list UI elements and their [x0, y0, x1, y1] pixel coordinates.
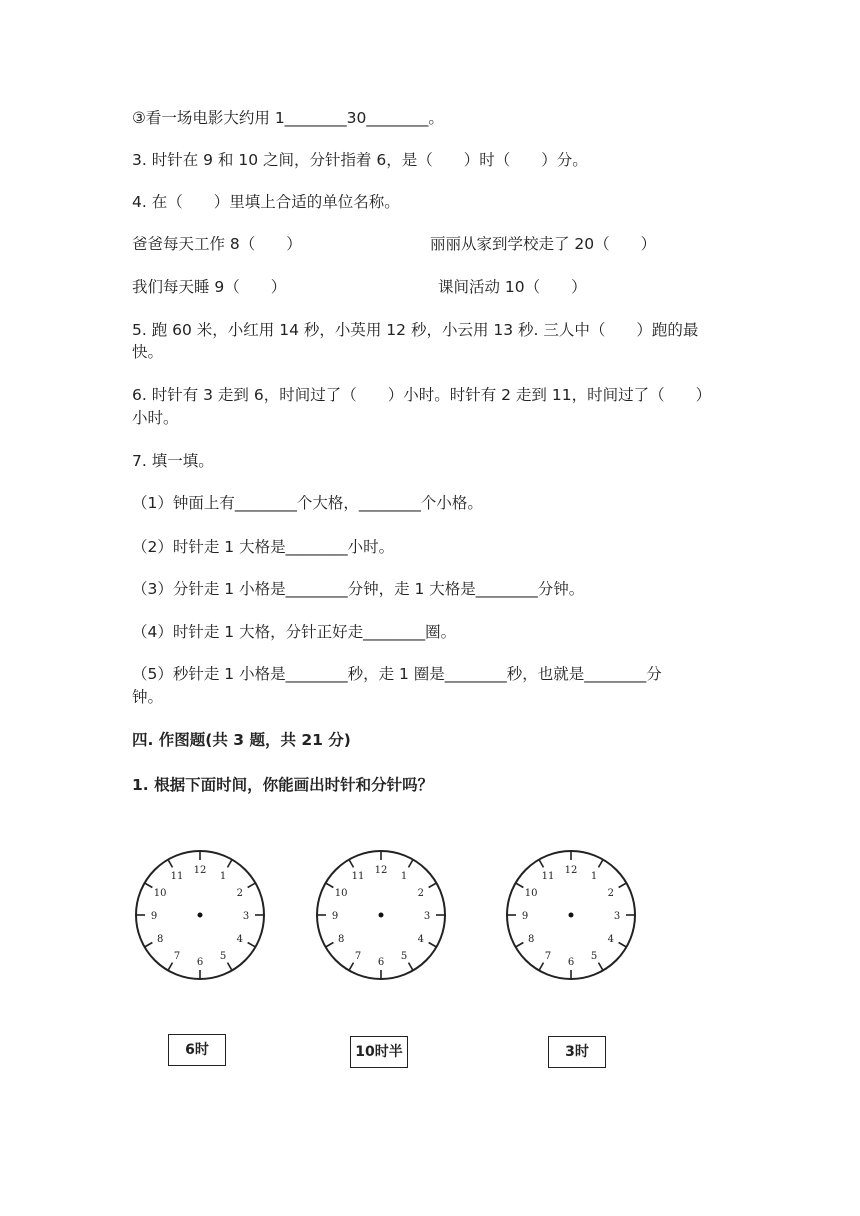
clock-numeral: 9	[331, 911, 339, 922]
clock-center-dot	[379, 913, 384, 918]
question-line: ③看一场电影大约用 1________30________。	[132, 109, 444, 127]
clock-tick	[429, 943, 437, 948]
clock-numeral: 6	[196, 957, 204, 968]
clock-numeral: 7	[354, 950, 362, 962]
clock-numeral: 12	[564, 865, 578, 876]
section-heading: 四. 作图题(共 3 题，共 21 分)	[132, 731, 351, 749]
clock-numeral: 5	[590, 950, 598, 962]
clock-tick	[145, 943, 153, 948]
clock-tick	[349, 860, 354, 868]
clock-tick	[619, 943, 627, 948]
clock-numeral: 1	[590, 871, 598, 883]
q7-item-1: （1）钟面上有________个大格，________个小格。	[132, 494, 483, 512]
clock-numeral: 7	[173, 950, 181, 962]
clock-numeral: 11	[541, 871, 555, 883]
clock-numeral: 4	[417, 934, 425, 945]
clock-tick	[539, 963, 544, 971]
clock-center-dot	[569, 913, 574, 918]
clock-numeral: 2	[607, 888, 615, 899]
clock-numeral: 4	[236, 934, 244, 945]
q4-item-a: 爸爸每天工作 8（ ）	[132, 235, 302, 253]
clock-label-3: 3时	[548, 1036, 606, 1068]
question-6-cont: 小时。	[132, 409, 179, 427]
clock-face-1	[136, 851, 264, 979]
clock-tick	[409, 860, 414, 868]
clock-numeral: 11	[170, 871, 184, 883]
clock-tick	[429, 883, 437, 888]
clock-tick	[228, 963, 233, 971]
clock-tick	[168, 860, 173, 868]
clock-tick	[516, 883, 524, 888]
q7-item-5: （5）秒针走 1 小格是________秒，走 1 圈是________秒，也就是________分	[132, 665, 662, 683]
clock-numeral: 3	[242, 911, 250, 922]
clock-numeral: 8	[527, 934, 535, 945]
clock-tick	[599, 963, 604, 971]
clock-numeral: 2	[417, 888, 425, 899]
clock-label-2: 10时半	[350, 1036, 408, 1068]
clock-tick	[326, 883, 334, 888]
clock-numeral: 5	[400, 950, 408, 962]
question-7: 7. 填一填。	[132, 452, 214, 470]
q7-item-4: （4）时针走 1 大格，分针正好走________圈。	[132, 623, 457, 641]
clock-numeral: 6	[567, 957, 575, 968]
clock-numeral: 12	[193, 865, 207, 876]
clock-numeral: 1	[400, 871, 408, 883]
clock-numeral: 11	[351, 871, 365, 883]
clock-tick	[248, 883, 256, 888]
clock-numeral: 7	[544, 950, 552, 962]
clock-numeral: 5	[219, 950, 227, 962]
drawing-question-1: 1. 根据下面时间，你能画出时针和分针吗？	[132, 776, 434, 794]
clock-numeral: 10	[153, 888, 167, 899]
clock-center-dot	[198, 913, 203, 918]
clock-tick	[516, 943, 524, 948]
clock-numeral: 9	[521, 911, 529, 922]
q4-item-b: 丽丽从家到学校走了 20（ ）	[430, 235, 657, 253]
clock-numeral: 8	[337, 934, 345, 945]
clock-numeral: 3	[423, 911, 431, 922]
q4-item-d: 课间活动 10（ ）	[438, 278, 587, 296]
clock-label-1: 6时	[168, 1034, 226, 1066]
clock-face-2	[317, 851, 445, 979]
clock-tick	[539, 860, 544, 868]
clock-tick	[349, 963, 354, 971]
clock-numeral: 10	[334, 888, 348, 899]
q7-item-2: （2）时针走 1 大格是________小时。	[132, 538, 395, 556]
clock-tick	[168, 963, 173, 971]
question-4: 4. 在（ ）里填上合适的单位名称。	[132, 193, 400, 211]
clock-numeral: 6	[377, 957, 385, 968]
clock-numeral: 1	[219, 871, 227, 883]
clock-tick	[145, 883, 153, 888]
clock-numeral: 10	[524, 888, 538, 899]
clock-numeral: 4	[607, 934, 615, 945]
clock-face-3	[507, 851, 635, 979]
question-5-cont: 快。	[132, 343, 164, 361]
question-6: 6. 时针有 3 走到 6，时间过了（ ）小时。时针有 2 走到 11，时间过了（ ）	[132, 386, 712, 404]
clock-tick	[599, 860, 604, 868]
clock-numeral: 8	[156, 934, 164, 945]
clock-numeral: 12	[374, 865, 388, 876]
q4-item-c: 我们每天睡 9（ ）	[132, 278, 287, 296]
clock-tick	[619, 883, 627, 888]
q7-item-5-cont: 钟。	[132, 688, 164, 706]
clock-numeral: 2	[236, 888, 244, 899]
q7-item-3: （3）分针走 1 小格是________分钟，走 1 大格是________分钟。	[132, 580, 585, 598]
clock-tick	[248, 943, 256, 948]
clock-tick	[409, 963, 414, 971]
clock-tick	[326, 943, 334, 948]
clock-numeral: 3	[613, 911, 621, 922]
clock-numeral: 9	[150, 911, 158, 922]
question-5: 5. 跑 60 米，小红用 14 秒，小英用 12 秒，小云用 13 秒. 三人中（ ）跑的最	[132, 321, 699, 339]
question-3: 3. 时针在 9 和 10 之间，分针指着 6，是（ ）时（ ）分。	[132, 151, 588, 169]
clock-tick	[228, 860, 233, 868]
